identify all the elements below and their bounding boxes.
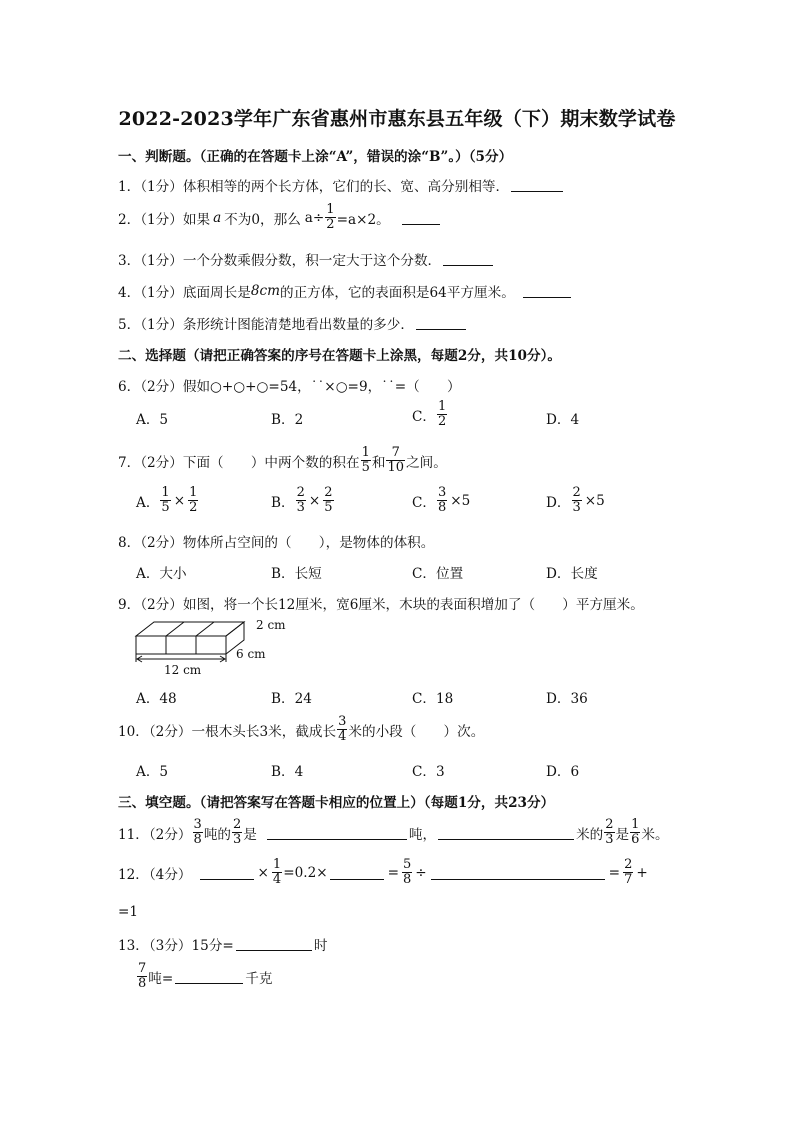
option-d[interactable]: D．36 [546, 691, 588, 707]
option-d[interactable]: D．长度 [546, 566, 598, 582]
math-expression: =a×2。 [336, 211, 390, 228]
answer-blank[interactable] [330, 878, 384, 880]
question-text: 和 [371, 454, 386, 471]
option-c[interactable]: C． $\frac{3}{8}$ ×5 [412, 485, 471, 515]
fraction: $\frac{3}{4}$ [338, 714, 347, 744]
fraction: $\frac{1}{2}$ [189, 485, 198, 515]
question-4 [118, 281, 573, 301]
question-12 [118, 858, 650, 887]
question-text: 是 [615, 826, 630, 843]
question-text: 米的 [576, 826, 604, 843]
question-text: 4．（1分）底面周长是 [118, 285, 251, 301]
section-heading-fill-in: 三、填空题。（请把答案写在答题卡相应的位置上）（每题1分，共23分） [118, 795, 555, 811]
fraction: $\frac{2}{3}$ [296, 485, 305, 515]
fraction: $\frac{1}{2}$ [326, 202, 335, 232]
question-text: 米的小段（ ）次。 [348, 723, 485, 740]
math-expression: =1 [118, 904, 139, 920]
option-a[interactable]: A．大小 [136, 566, 187, 582]
answer-blank[interactable] [267, 838, 407, 840]
question-text: 吨= [148, 970, 174, 987]
fraction: $\frac{1}{4}$ [272, 857, 282, 887]
question-text: 8．（2分）物体所占空间的（ ），是物体的体积。 [118, 535, 435, 551]
question-1 [118, 175, 565, 195]
question-3 [118, 249, 495, 269]
question-text: 13．（3分）15分= [118, 938, 234, 954]
wood-block-diagram [132, 614, 286, 680]
answer-blank[interactable] [236, 949, 312, 951]
height-label: 2 cm [256, 618, 286, 632]
answer-blank[interactable] [511, 190, 563, 192]
option-b[interactable]: B．4 [271, 764, 304, 780]
question-text: 之间。 [406, 454, 447, 471]
question-text: 2．（1分）如果 [118, 211, 211, 228]
question-text: 不为0，那么 [224, 211, 301, 228]
answer-blank[interactable] [175, 982, 243, 984]
question-text: 6．（2分）假如○+○+○=54，˙˙×○=9，˙˙=（ ） [118, 379, 461, 395]
question-text: 米。 [641, 826, 669, 843]
question-text: 3．（1分）一个分数乘假分数，积一定大于这个分数． [118, 253, 442, 269]
fraction: $\frac{1}{2}$ [438, 399, 447, 429]
answer-blank[interactable] [443, 264, 493, 266]
question-11 [118, 818, 669, 847]
fraction: $\frac{2}{5}$ [324, 485, 333, 515]
question-13-part-2 [136, 962, 272, 991]
answer-blank[interactable] [402, 223, 440, 225]
option-c[interactable]: C．3 [412, 764, 445, 780]
fraction: $\frac{1}{5}$ [161, 485, 170, 515]
answer-blank[interactable] [523, 296, 571, 298]
fraction: $\frac{1}{6}$ [631, 817, 640, 847]
option-c[interactable]: C．位置 [412, 566, 464, 582]
fraction: $\frac{3}{8}$ [438, 485, 447, 515]
question-9 [118, 593, 644, 613]
math-value: 8cm [250, 283, 280, 299]
question-text: 9．（2分）如图，将一个长12厘米，宽6厘米，木块的表面积增加了（ ）平方厘米。 [118, 597, 644, 613]
section-heading-judgement: 一、判断题。（正确的在答题卡上涂“A”，错误的涂“B”。）（5分） [118, 149, 513, 165]
question-12-continuation [118, 904, 138, 920]
question-text: 吨的 [203, 826, 231, 843]
option-d[interactable]: D． $\frac{2}{3}$ ×5 [546, 485, 605, 515]
question-text: 是 [243, 826, 257, 843]
question-text: 1．（1分）体积相等的两个长方体，它们的长、宽、高分别相等． [118, 179, 510, 195]
question-text: 吨， [408, 826, 437, 843]
math-variable: a [213, 209, 222, 226]
math-operator: ÷ [415, 864, 427, 881]
question-text: 的正方体，它的表面积是64平方厘米。 [280, 285, 515, 301]
fraction: $\frac{1}{5}$ [361, 445, 370, 475]
fraction: $\frac{2}{7}$ [624, 857, 633, 887]
question-5 [118, 313, 468, 333]
fraction: $\frac{7}{8}$ [138, 961, 147, 991]
question-text: 10．（2分）一根木头长3米，截成长 [118, 723, 337, 740]
answer-blank[interactable] [416, 328, 466, 330]
math-operator: = [387, 864, 399, 881]
unit-label: 千克 [245, 970, 273, 987]
fraction: $\frac{2}{3}$ [605, 817, 614, 847]
page-title: 2022-2023学年广东省惠州市惠东县五年级（下）期末数学试卷 [118, 108, 676, 130]
fraction: $\frac{5}{8}$ [403, 857, 412, 887]
option-a[interactable]: A．5 [136, 764, 169, 780]
unit-label: 时 [313, 938, 328, 954]
option-a[interactable]: A．48 [136, 691, 177, 707]
option-a[interactable]: A．5 [136, 412, 169, 428]
question-8 [118, 531, 434, 551]
question-text: 12．（4分） [118, 866, 192, 883]
fraction: $\frac{3}{8}$ [193, 817, 202, 847]
block-front-face [136, 636, 226, 654]
question-text: 5．（1分）条形统计图能清楚地看出数量的多少． [118, 317, 414, 333]
option-d[interactable]: D．4 [546, 412, 580, 428]
answer-blank[interactable] [438, 838, 574, 840]
answer-blank[interactable] [200, 878, 254, 880]
math-operator: + [636, 864, 648, 881]
option-b[interactable]: B．2 [271, 412, 304, 428]
question-7 [118, 446, 447, 475]
fraction: $\frac{7}{10}$ [387, 445, 405, 475]
fraction: $\frac{2}{3}$ [233, 817, 242, 847]
math-expression: =0.2× [283, 864, 328, 881]
block-top-face [136, 622, 244, 636]
option-c[interactable]: C． $\frac{1}{2}$ [412, 399, 447, 429]
question-text: 11．（2分） [118, 826, 192, 843]
width-label: 6 cm [236, 647, 266, 661]
question-6 [118, 375, 461, 395]
option-b[interactable]: B． $\frac{2}{3}$ × $\frac{2}{5}$ [271, 485, 333, 515]
math-expression: a÷ [304, 209, 325, 226]
question-13 [118, 934, 327, 954]
answer-blank[interactable] [431, 878, 605, 880]
length-label: 12 cm [164, 663, 202, 677]
math-operator: × [257, 864, 269, 881]
option-b[interactable]: B．长短 [271, 566, 322, 582]
question-text: 7．（2分）下面（ ）中两个数的积在 [118, 454, 360, 471]
option-c[interactable]: C．18 [412, 691, 454, 707]
option-a[interactable]: A． $\frac{1}{5}$ × $\frac{1}{2}$ [136, 485, 198, 515]
section-heading-choice: 二、选择题（请把正确答案的序号在答题卡上涂黑，每题2分，共10分）。 [118, 348, 561, 364]
math-operator: = [608, 864, 621, 881]
option-b[interactable]: B．24 [271, 691, 312, 707]
question-2 [118, 203, 442, 232]
fraction: $\frac{2}{3}$ [572, 485, 581, 515]
question-10 [118, 715, 484, 744]
option-d[interactable]: D．6 [546, 764, 580, 780]
